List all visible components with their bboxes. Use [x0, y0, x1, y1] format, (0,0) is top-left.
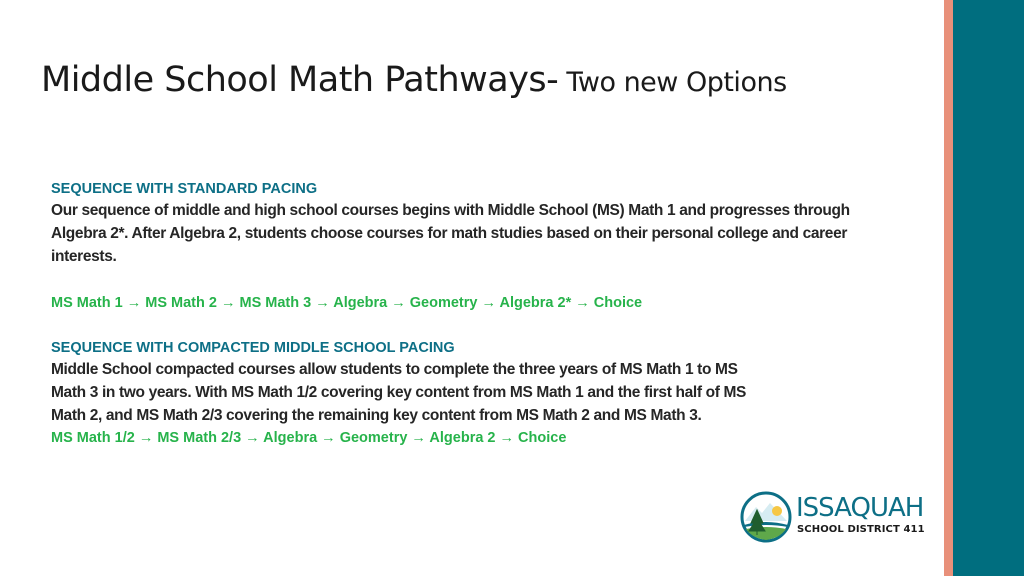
- spacer: [51, 268, 931, 292]
- standard-pacing-heading: SEQUENCE WITH STANDARD PACING: [51, 181, 318, 197]
- slide-title-main: Middle School Math Pathways-: [41, 60, 559, 100]
- accent-stripe-teal: [953, 0, 1024, 576]
- standard-pacing-body: Our sequence of middle and high school courses begins with Middle School (MS) Math 1 and progresses through Algebra 2*. After Algebra 2, students choose courses for math studies based on their personal college and career interests.: [51, 202, 850, 265]
- compacted-pacing-sequence: MS Math 1/2 → MS Math 2/3 → Algebra → Geometry → Algebra 2 → Choice: [51, 430, 567, 446]
- standard-pacing-sequence: MS Math 1 → MS Math 2 → MS Math 3 → Algebra → Geometry → Algebra 2* → Choice: [51, 295, 643, 311]
- compacted-pacing-body: Middle School compacted courses allow students to complete the three years of MS Math 1 to MS Math 3 in two years. With MS Math 1/2 covering key content from MS Math 1 and the first half of MS Math 2, and MS Math 2/3 covering the remaining key content from MS Math 2 and MS Math 3.: [51, 361, 747, 424]
- slide-title: [41, 60, 787, 100]
- slide-content: [51, 179, 931, 449]
- logo-name: ISSAQUAH: [796, 493, 924, 523]
- logo-subtitle: SCHOOL DISTRICT 411: [797, 524, 925, 535]
- slide-title-sub: Two new Options: [558, 67, 787, 98]
- district-logo: [740, 491, 940, 547]
- spacer: [51, 314, 931, 338]
- accent-stripe-salmon: [944, 0, 953, 576]
- compacted-pacing-heading: SEQUENCE WITH COMPACTED MIDDLE SCHOOL PACING: [51, 340, 455, 356]
- mountain-tree-icon: [740, 491, 792, 543]
